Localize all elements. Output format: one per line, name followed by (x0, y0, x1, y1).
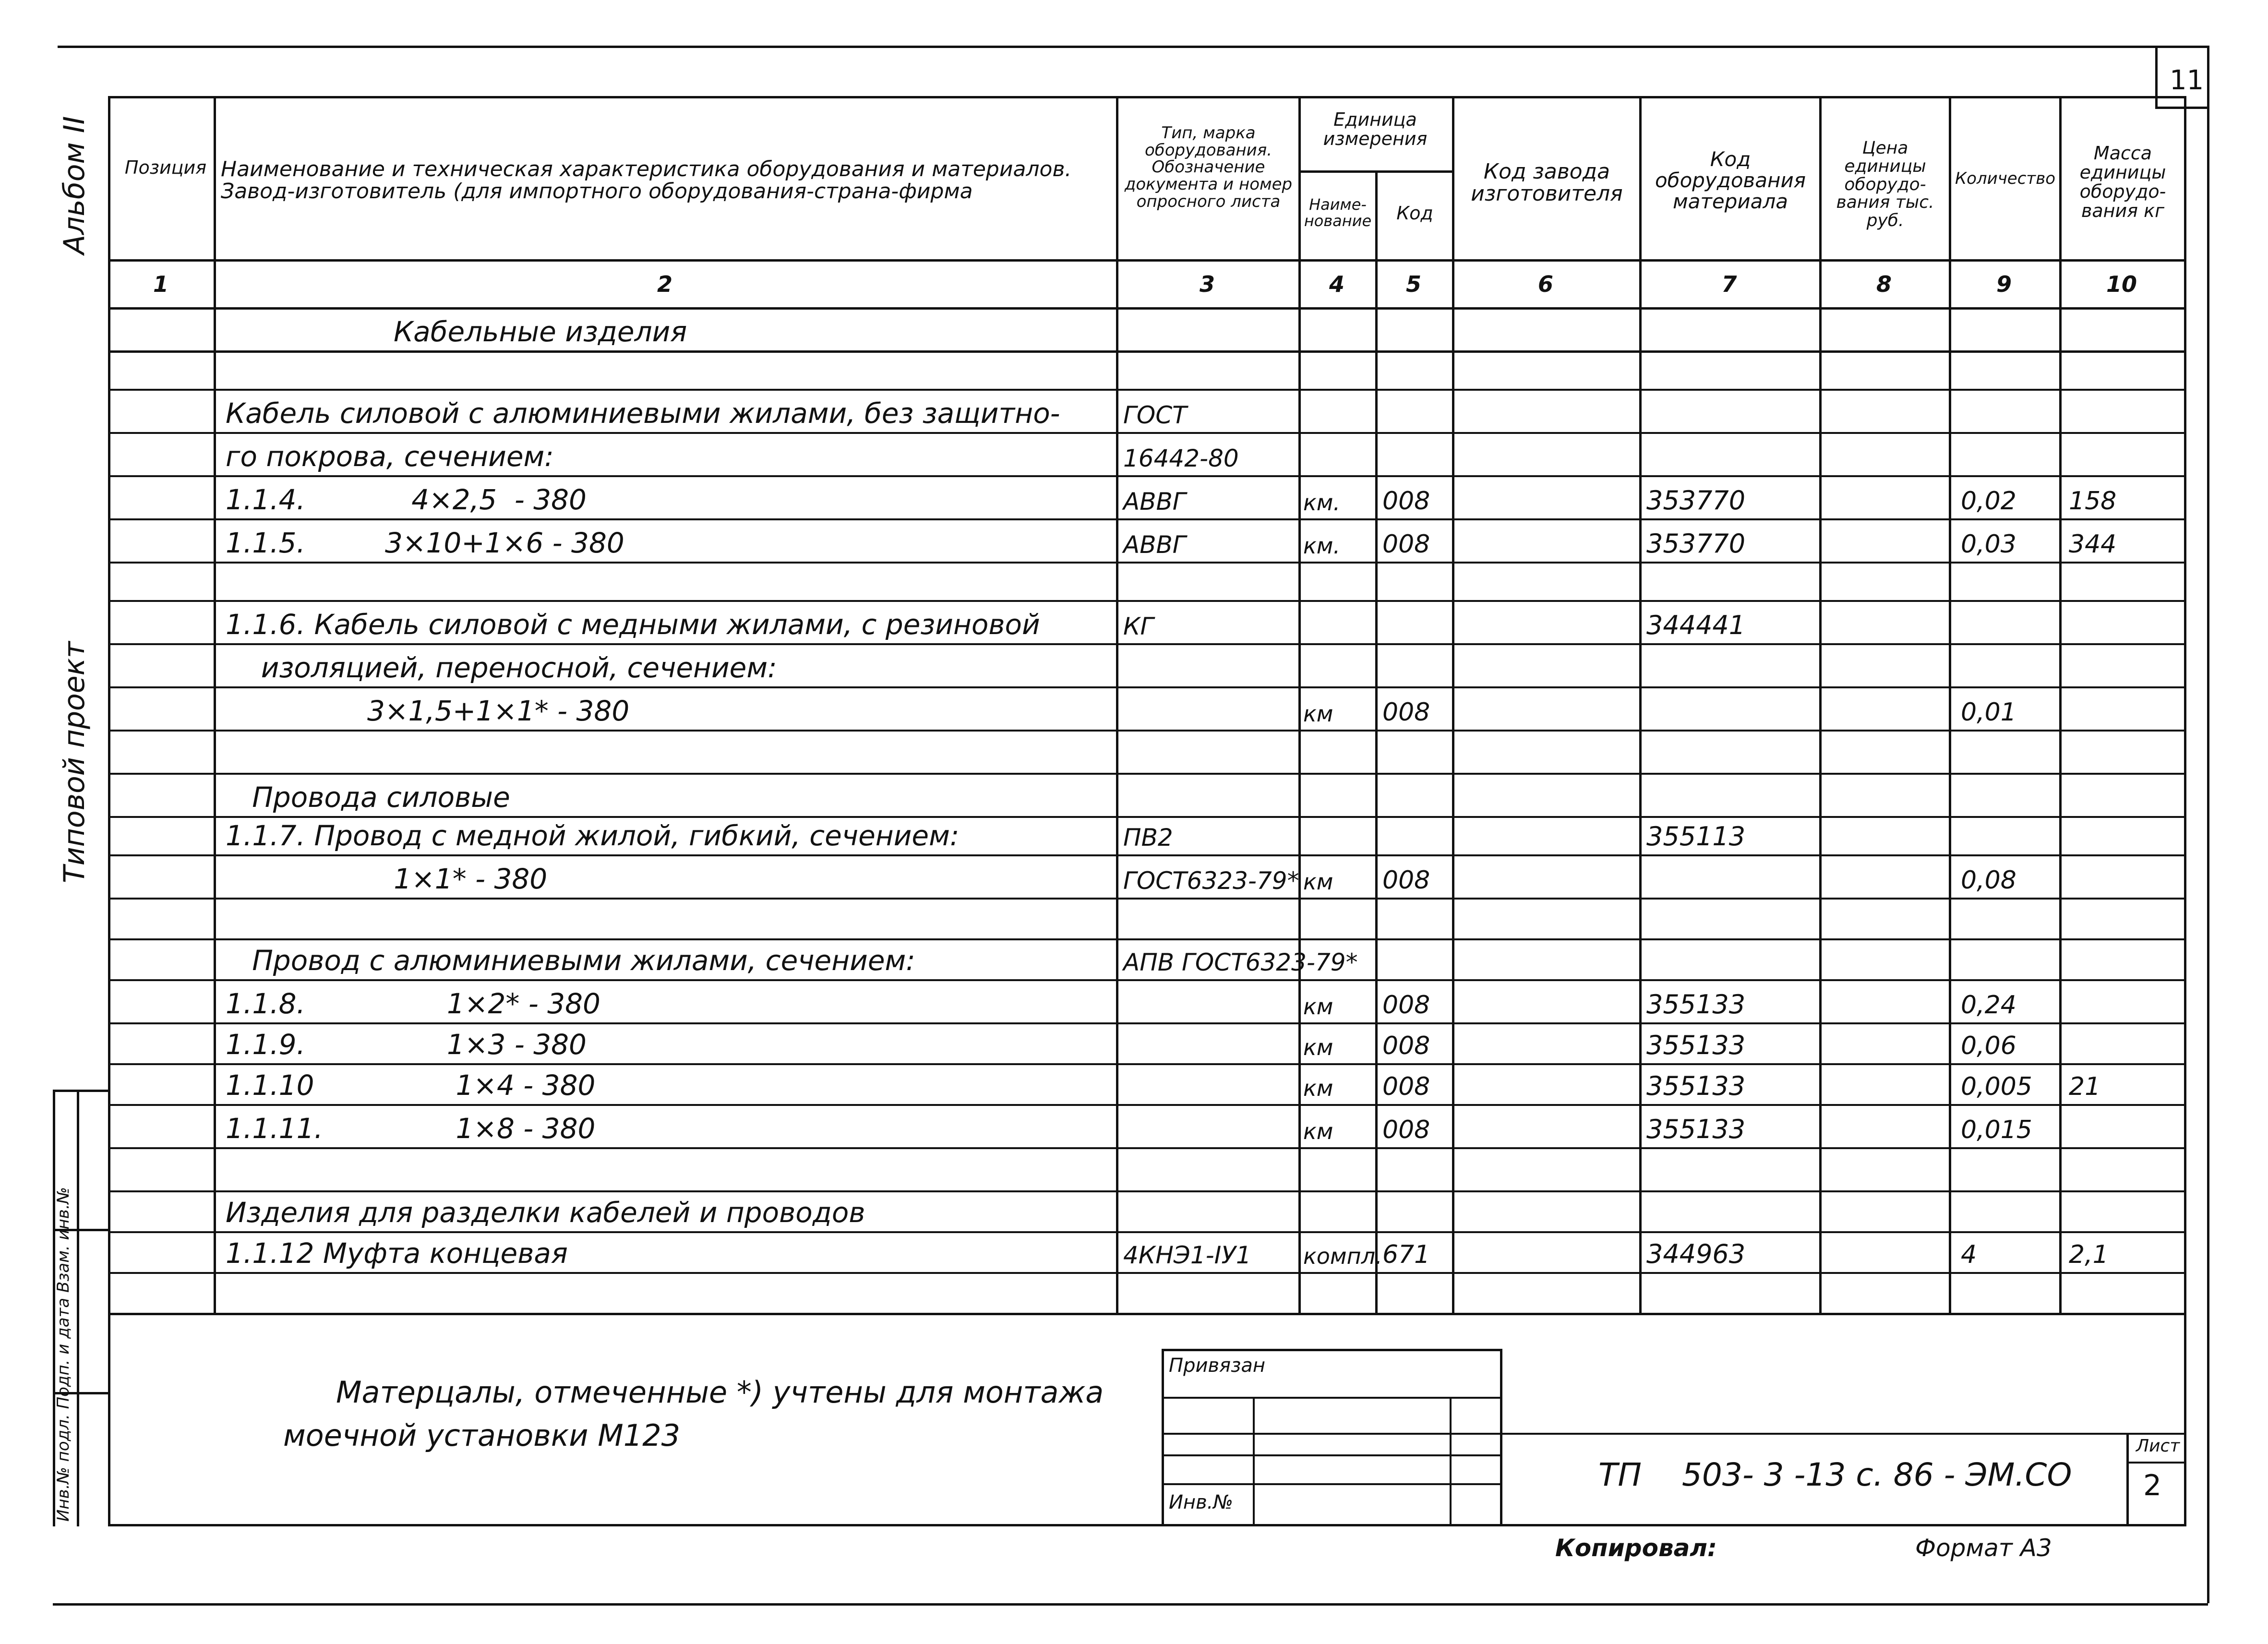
cell-type: АВВГ (1123, 488, 1186, 516)
cell-name: 1×1* - 380 (226, 863, 548, 895)
stamp-strip-inner (77, 1090, 79, 1526)
row-line (108, 643, 2186, 645)
column-number: 4 (1329, 271, 1344, 297)
cell-mass: 344 (2069, 530, 2117, 559)
list-box-left (2126, 1433, 2129, 1524)
cell-material: 355133 (1646, 1114, 1746, 1144)
cell-type: 16442-80 (1123, 444, 1239, 472)
cell-unit: км (1303, 994, 1333, 1020)
cell-code: 008 (1382, 991, 1430, 1020)
cell-code: 008 (1382, 866, 1430, 895)
title-box-col (1253, 1397, 1255, 1524)
row-line (108, 432, 2186, 434)
document-code: ТП 503- 3 -13 с. 86 - ЭМ.СО (1598, 1456, 2072, 1493)
cell-name: Провод с алюминиевыми жилами, сечением: (226, 944, 915, 977)
title-box-left (1162, 1349, 1164, 1524)
column-number: 1 (153, 271, 168, 297)
list-label: Лист (2136, 1436, 2180, 1456)
row-line (108, 475, 2186, 477)
cell-name: 1.1.10 1×4 - 380 (226, 1069, 596, 1102)
cell-name: Кабель силовой с алюминиевыми жилами, без защитно- (226, 397, 1060, 430)
right-border (2207, 46, 2209, 1603)
cell-type: ГОСТ6323-79* (1123, 867, 1299, 895)
header-price: Цена единицы оборудо-вания тыс. руб. (1836, 138, 1934, 231)
format-label: Формат А3 (1915, 1534, 2052, 1562)
cell-type: 4КНЭ1-IУ1 (1123, 1241, 1251, 1269)
album-label: Альбом II (58, 116, 91, 254)
stamp-strip-top (53, 1090, 108, 1092)
cell-qty: 0,005 (1961, 1072, 2032, 1101)
row-line (108, 854, 2186, 856)
row-line (108, 1104, 2186, 1106)
header-bottom-line (108, 259, 2186, 262)
project-label: Типовой проект (58, 641, 91, 883)
cell-material: 355133 (1646, 1071, 1746, 1101)
cell-name: 1.1.9. 1×3 - 380 (226, 1028, 587, 1061)
header-name: Наименование и техническая характеристика оборудования и материалов. Завод-изготовитель (для импортного оборудования-страна-фирма (221, 157, 1072, 204)
header-unit-code: Код (1396, 203, 1433, 224)
cell-name: Провода силовые (226, 781, 510, 814)
cell-material: 353770 (1646, 528, 1746, 559)
row-line (108, 1147, 2186, 1149)
colnum-bottom-line (108, 307, 2186, 310)
row-line (108, 816, 2186, 818)
cell-code: 008 (1382, 698, 1430, 727)
column-number: 7 (1721, 271, 1737, 297)
cell-qty: 0,24 (1961, 991, 2016, 1020)
cell-unit: км (1303, 869, 1333, 895)
header-factory-code: Код завода изготовителя (1471, 159, 1623, 206)
cell-name: 1.1.11. 1×8 - 380 (226, 1112, 596, 1145)
cell-unit: км (1303, 1075, 1333, 1101)
cell-type: ПВ2 (1123, 824, 1173, 852)
column-number: 10 (2106, 271, 2137, 297)
cell-name: 1.1.5. 3×10+1×6 - 380 (226, 527, 624, 559)
header-unit-name: Наиме-нование (1304, 195, 1372, 230)
title-box-right (1500, 1349, 1502, 1433)
cell-unit: км (1303, 1034, 1333, 1060)
title-block-right (2184, 1313, 2186, 1524)
column-number: 3 (1199, 271, 1215, 297)
cell-qty: 0,08 (1961, 866, 2016, 895)
stamp-strip-text: Инв.№ подл. Подп. и дата Взам. инв.№ (54, 1187, 73, 1522)
row-line (108, 1022, 2186, 1024)
cell-code: 671 (1382, 1240, 1430, 1269)
row-line (108, 350, 2186, 353)
cell-unit: компл. (1303, 1243, 1382, 1269)
corner-box-left (2155, 46, 2158, 108)
row-line (108, 730, 2186, 732)
column-number: 2 (657, 271, 672, 297)
cell-material: 355113 (1646, 821, 1746, 852)
row-line (108, 600, 2186, 602)
cell-material: 344963 (1646, 1239, 1746, 1269)
row-line (108, 389, 2186, 391)
table-bottom-line (108, 1313, 2186, 1315)
row-line (108, 979, 2186, 981)
cell-name: го покрова, сечением: (226, 440, 554, 473)
title-box-col (1450, 1397, 1452, 1524)
cell-type: АПВ ГОСТ6323-79* (1123, 948, 1358, 976)
list-number: 2 (2143, 1469, 2162, 1502)
cell-qty: 0,06 (1961, 1032, 2016, 1060)
top-border (58, 46, 2208, 48)
cell-mass: 2,1 (2069, 1240, 2109, 1269)
cell-unit: км. (1303, 533, 1341, 559)
cell-material: 344441 (1646, 610, 1746, 640)
row-line (108, 1231, 2186, 1233)
copied-label: Копировал: (1555, 1534, 1717, 1562)
note-line-1: Матерцалы, отмеченные *) учтены для монтажа (336, 1375, 1104, 1410)
cell-name: 1.1.8. 1×2* - 380 (226, 987, 600, 1020)
cell-unit: км (1303, 1118, 1333, 1144)
frame-left-line (108, 96, 110, 1524)
list-box-line (2126, 1462, 2184, 1464)
column-number: 8 (1876, 271, 1892, 297)
table-top-line (108, 96, 2186, 98)
col-divider (2184, 96, 2186, 1313)
title-box-top (1162, 1349, 1500, 1351)
cell-material: 353770 (1646, 485, 1746, 516)
privyazan-label: Привязан (1169, 1355, 1266, 1377)
header-type: Тип, марка оборудования. Обозначение документа и номер опросного листа (1124, 123, 1293, 211)
cell-unit: км (1303, 701, 1333, 727)
inv-label: Инв.№ (1169, 1491, 1233, 1513)
cell-code: 008 (1382, 1072, 1430, 1101)
cell-material: 355133 (1646, 989, 1746, 1020)
row-line (108, 938, 2186, 940)
header-position: Позиция (124, 157, 207, 178)
cell-code: 008 (1382, 1116, 1430, 1144)
header-material-code: Код оборудования материала (1655, 147, 1806, 214)
note-line-2: моечной установки М123 (283, 1418, 681, 1453)
cell-name: 1.1.6. Кабель силовой с медными жилами, с резиновой (226, 608, 1040, 641)
col-divider (1375, 170, 1378, 1313)
cell-qty: 0,03 (1961, 530, 2016, 559)
cell-name: Кабельные изделия (394, 315, 687, 348)
column-number: 5 (1405, 271, 1421, 297)
row-line (108, 1190, 2186, 1192)
cell-name: Изделия для разделки кабелей и проводов (226, 1196, 865, 1229)
row-line (108, 686, 2186, 688)
cell-name: 1.1.4. 4×2,5 - 380 (226, 483, 587, 516)
cell-name: 1.1.12 Муфта концевая (226, 1237, 568, 1270)
cell-code: 008 (1382, 1032, 1430, 1060)
cell-mass: 21 (2069, 1072, 2101, 1101)
row-line (108, 1063, 2186, 1065)
cell-type: АВВГ (1123, 531, 1186, 559)
cell-material: 355133 (1646, 1030, 1746, 1060)
column-number: 9 (1996, 271, 2012, 297)
row-line (108, 518, 2186, 520)
cell-name: изоляцией, переносной, сечением: (226, 651, 777, 684)
bottom-border (53, 1603, 2208, 1606)
header-mass: Масса единицы оборудо-вания кг (2079, 143, 2166, 221)
column-number: 6 (1537, 271, 1553, 297)
cell-qty: 0,01 (1961, 698, 2016, 727)
cell-type: ГОСТ (1123, 401, 1187, 429)
header-quantity: Количество (1955, 169, 2056, 188)
row-line (108, 773, 2186, 775)
cell-name: 1.1.7. Провод с медной жилой, гибкий, сечением: (226, 819, 960, 852)
row-line (108, 562, 2186, 564)
header-unit-group: Единица измерения (1323, 109, 1428, 149)
title-box-line (1162, 1433, 2184, 1435)
cell-qty: 4 (1961, 1240, 1977, 1269)
sheet-corner-number: 11 (2170, 65, 2204, 96)
title-box-col (1500, 1433, 1502, 1524)
corner-box-bottom (2155, 107, 2208, 109)
row-line (108, 1272, 2186, 1274)
cell-type: КГ (1123, 612, 1154, 640)
cell-qty: 0,02 (1961, 487, 2016, 516)
row-line (108, 898, 2186, 900)
cell-name: 3×1,5+1×1* - 380 (226, 695, 630, 727)
cell-code: 008 (1382, 487, 1430, 516)
cell-mass: 158 (2069, 487, 2117, 516)
cell-code: 008 (1382, 530, 1430, 559)
title-block-bottom (108, 1524, 2186, 1526)
cell-qty: 0,015 (1961, 1116, 2032, 1144)
cell-unit: км. (1303, 490, 1341, 516)
